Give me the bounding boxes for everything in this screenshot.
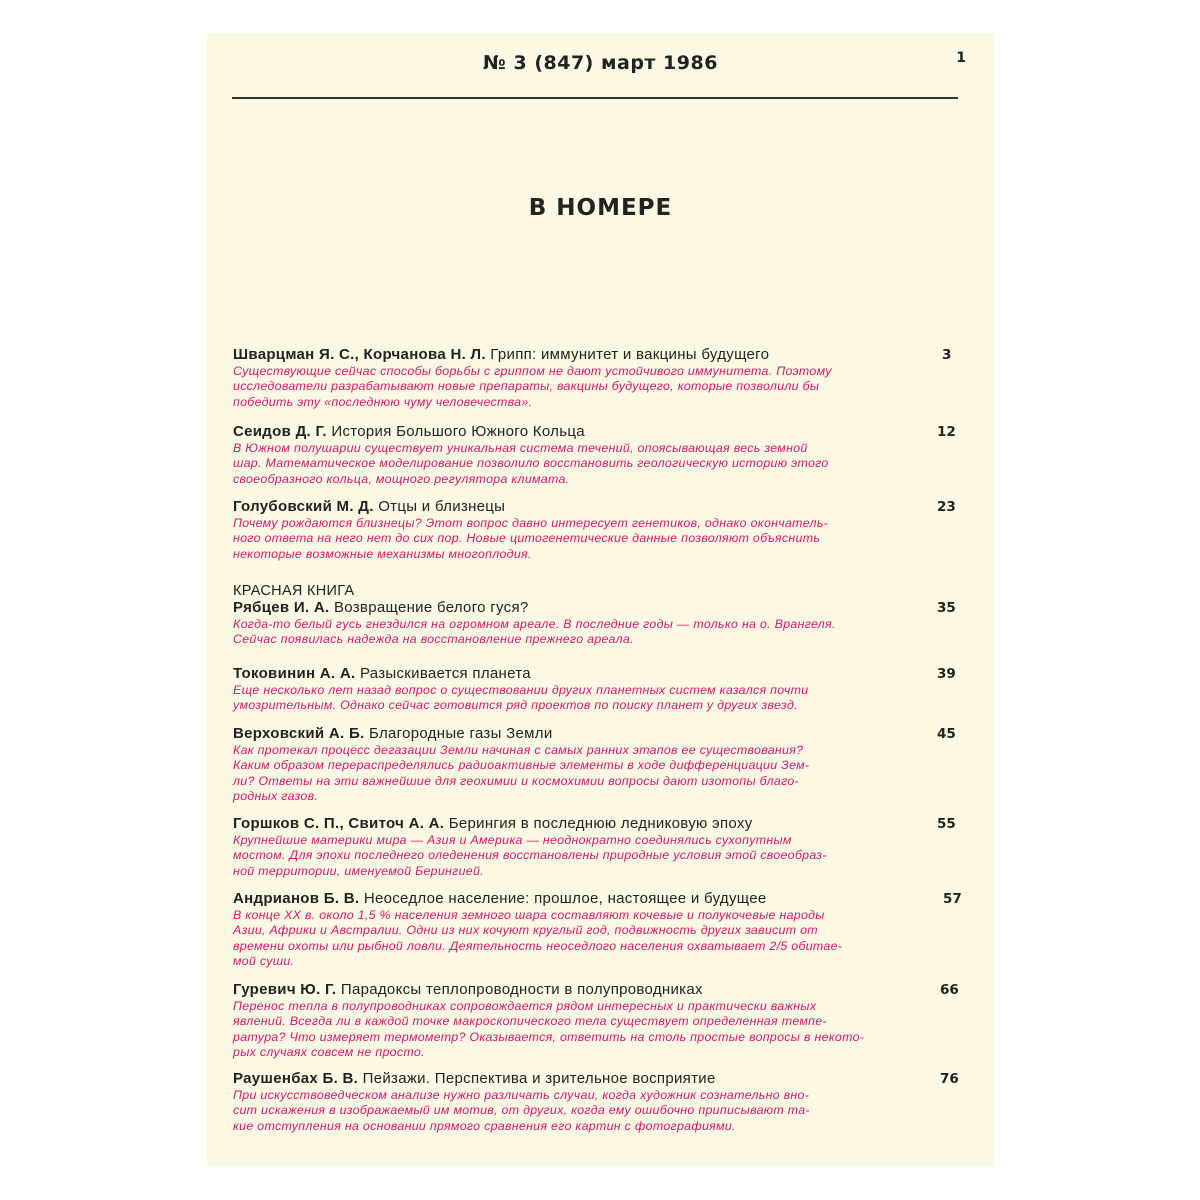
description-line: ратура? Что измеряет термометр? Оказывается, ответить на столь простые вопросы в некото- — [233, 1029, 865, 1044]
toc-entry — [233, 815, 956, 879]
entry-description — [233, 1088, 913, 1134]
issue-header: № 3 (847) март 1986 — [483, 52, 718, 74]
entry-description — [233, 617, 913, 648]
entry-author: Верховский А. Б. — [233, 725, 365, 742]
entry-title-line — [233, 815, 913, 832]
page-number: 1 — [956, 50, 966, 66]
description-line: победить эту «последнюю чуму человечества». — [233, 394, 533, 409]
entry-title-line — [233, 1070, 913, 1087]
entry-title: Отцы и близнецы — [378, 498, 506, 515]
entry-page-number: 55 — [937, 816, 956, 832]
description-line: мостом. Для эпохи последнего оледенения восстановлены природные условия этой своеобраз- — [233, 848, 827, 863]
toc-entry — [233, 599, 956, 648]
entry-page-number: 45 — [937, 726, 956, 742]
description-line: сит искажения в изображаемый им мотив, от других, когда ему ошибочно приписывают та- — [233, 1103, 810, 1118]
entry-title: Разыскивается планета — [359, 665, 531, 682]
entry-description — [233, 999, 913, 1060]
description-line: кие отступления на основании прямого сравнения его картин с фотографиями. — [233, 1118, 736, 1133]
description-line: Перенос тепла в полупроводниках сопровождается рядом интересных и практически важных — [233, 999, 817, 1013]
description-line: мой суши. — [233, 953, 295, 968]
description-line: Крупнейшие материки мира — Азия и Америка — неоднократно соединялись сухопутным — [233, 833, 792, 847]
entry-description — [233, 516, 913, 562]
description-line: некоторые возможные механизмы многоплодия. — [233, 546, 532, 561]
entry-description — [233, 908, 913, 969]
description-line: Каким образом перераспределялись радиоактивные элементы в ходе дифференциации Зем- — [233, 758, 810, 773]
description-line: умозрительным. Однако сейчас готовится ряд проектов по поиску планет у других звезд. — [233, 698, 798, 713]
entry-page-number: 66 — [940, 982, 959, 998]
toc-entry — [233, 423, 956, 487]
entry-description — [233, 833, 913, 879]
entry-author: Голубовский М. Д. — [233, 498, 374, 515]
description-line: шар. Математическое моделирование позволило восстановить геологическую историю этого — [233, 456, 829, 471]
description-line: рых случаях совсем не просто. — [233, 1044, 425, 1059]
contents-heading: В НОМЕРЕ — [528, 195, 673, 221]
entry-page-number: 76 — [940, 1071, 959, 1087]
entry-title: Грипп: иммунитет и вакцины будущего — [490, 346, 770, 363]
entry-title: Берингия в последнюю ледниковую эпоху — [448, 815, 753, 832]
entry-title: Благородные газы Земли — [368, 725, 553, 742]
entry-title: История Большого Южного Кольца — [331, 423, 585, 440]
entry-page-number: 39 — [937, 666, 956, 682]
description-line: исследователи разрабатывают новые препараты, вакцины будущего, которые позволили бы — [233, 379, 820, 394]
toc-entry — [233, 981, 959, 1060]
entry-title: Неоседлое население: прошлое, настоящее и будущее — [363, 890, 767, 907]
entry-title-line — [233, 423, 913, 440]
toc-entry — [233, 725, 956, 804]
entry-author: Токовинин А. А. — [233, 665, 356, 682]
description-line: В Южном полушарии существует уникальная система течений, опоясывающая весь земной — [233, 441, 808, 455]
toc-entry — [233, 346, 952, 410]
entry-page-number: 35 — [937, 600, 956, 616]
entry-description — [233, 441, 913, 487]
description-line: ной территории, именуемой Берингией. — [233, 863, 484, 878]
entry-author: Гуревич Ю. Г. — [233, 981, 337, 998]
description-line: Еще несколько лет назад вопрос о существовании других планетных систем казался почти — [233, 683, 809, 697]
entry-title: Пейзажи. Перспектива и зрительное восприятие — [362, 1070, 716, 1087]
toc-entry — [233, 665, 956, 714]
entry-title-line — [233, 890, 913, 907]
description-line: ного ответа на него нет до сих пор. Новые цитогенетические данные позволяют объяснить — [233, 531, 821, 546]
entry-author: Шварцман Я. С., Корчанова Н. Л. — [233, 346, 486, 363]
entry-page-number: 3 — [942, 347, 952, 363]
entry-title-line — [233, 599, 913, 616]
description-line: родных газов. — [233, 788, 319, 803]
entry-title: Возвращение белого гуся? — [333, 599, 529, 616]
entry-title-line — [233, 981, 913, 998]
entry-title-line — [233, 346, 913, 363]
description-line: Когда-то белый гусь гнездился на огромном ареале. В последние годы — только на о. Врангеля. — [233, 617, 836, 631]
header-rule — [232, 97, 958, 99]
entry-description — [233, 743, 913, 804]
description-line: Азии, Африки и Австралии. Одни из них кочуют круглый год, подвижность других зависит от — [233, 923, 818, 938]
entry-page-number: 23 — [937, 499, 956, 515]
section-label-red-book: КРАСНАЯ КНИГА — [233, 583, 355, 599]
entry-title-line — [233, 725, 913, 742]
entry-title: Парадоксы теплопроводности в полупроводниках — [340, 981, 703, 998]
entry-description — [233, 364, 913, 410]
entry-author: Рябцев И. А. — [233, 599, 330, 616]
toc-entry — [233, 890, 962, 969]
description-line: времени охоты или рыбной ловли. Деятельность неоседлого населения охватывает 2/5 обитае- — [233, 938, 843, 953]
entry-description — [233, 683, 913, 714]
entry-title-line — [233, 498, 913, 515]
entry-page-number: 57 — [943, 891, 962, 907]
entry-author: Андрианов Б. В. — [233, 890, 360, 907]
entry-author: Раушенбах Б. В. — [233, 1070, 359, 1087]
toc-entry — [233, 498, 956, 562]
description-line: Как протекал процесс дегазации Земли начиная с самых ранних этапов ее существования? — [233, 743, 804, 757]
description-line: При искусствоведческом анализе нужно различать случаи, когда художник сознательно вно- — [233, 1088, 810, 1102]
entry-author: Сеидов Д. Г. — [233, 423, 327, 440]
description-line: В конце XX в. около 1,5 % населения земного шара составляют кочевые и полукочевые народы — [233, 908, 825, 922]
toc-entry — [233, 1070, 959, 1134]
description-line: своеобразного кольца, мощного регулятора климата. — [233, 471, 570, 486]
description-line: Существующие сейчас способы борьбы с гриппом не дают устойчивого иммунитета. Поэтому — [233, 364, 832, 378]
entry-page-number: 12 — [937, 424, 956, 440]
description-line: Сейчас появилась надежда на восстановление прежнего ареала. — [233, 632, 634, 647]
magazine-page — [207, 33, 994, 1166]
description-line: Почему рождаются близнецы? Этот вопрос давно интересует генетиков, однако окончатель- — [233, 516, 829, 530]
entry-title-line — [233, 665, 913, 682]
entry-author: Горшков С. П., Свиточ А. А. — [233, 815, 445, 832]
description-line: явлений. Всегда ли в каждой точке макроскопического тела существует определенная темпе- — [233, 1014, 827, 1029]
description-line: ли? Ответы на эти важнейшие для геохимии и космохимии вопросы дают изотопы благо- — [233, 773, 799, 788]
